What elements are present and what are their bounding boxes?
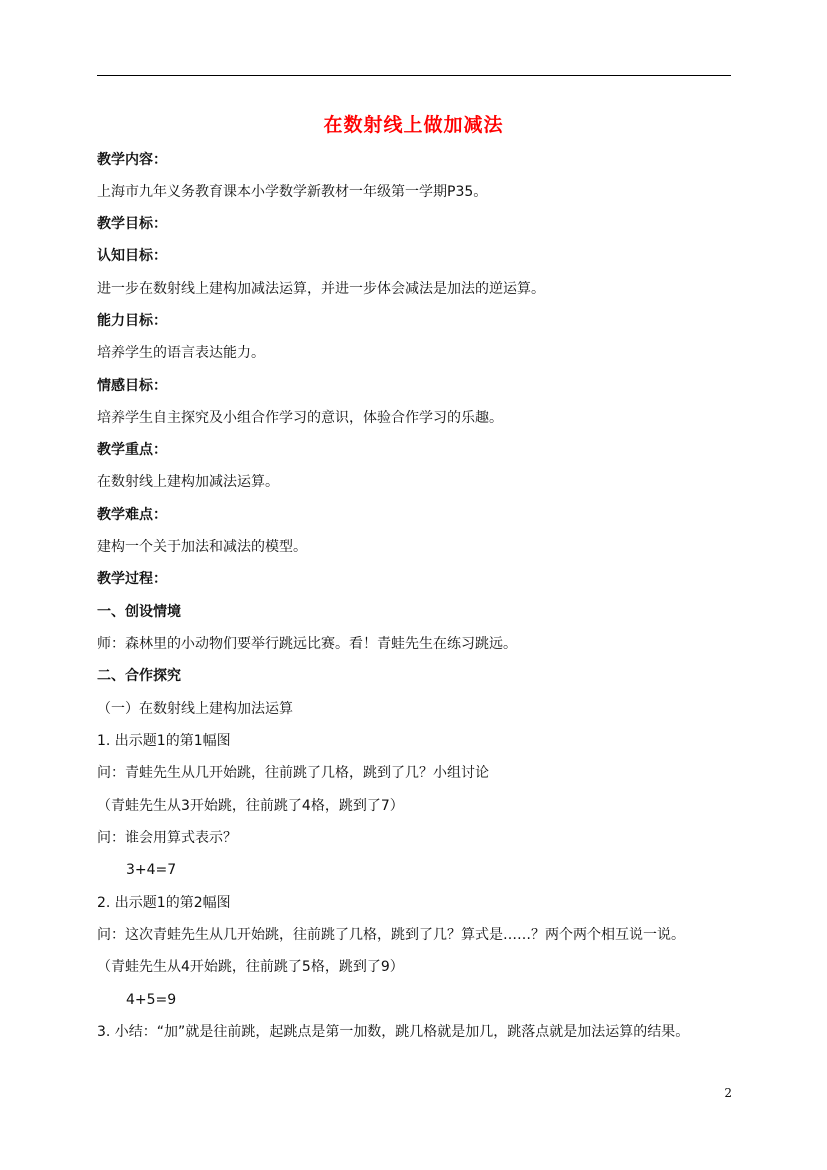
body-line: 4+5=9 xyxy=(126,992,177,1008)
body-line: 建构一个关于加法和减法的模型。 xyxy=(97,539,307,555)
body-line: 上海市九年义务教育课本小学数学新教材一年级第一学期P35。 xyxy=(97,184,488,200)
body-line: 师：森林里的小动物们要举行跳远比赛。看！青蛙先生在练习跳远。 xyxy=(97,636,517,652)
section-heading: 教学内容： xyxy=(97,152,167,168)
body-line: 培养学生的语言表达能力。 xyxy=(97,345,265,361)
section-heading: 一、创设情境 xyxy=(97,604,181,620)
body-line: （青蛙先生从3开始跳，往前跳了4格，跳到了7） xyxy=(97,798,404,814)
page-number: 2 xyxy=(724,1086,732,1100)
section-heading: 教学目标： xyxy=(97,216,167,232)
document-title: 在数射线上做加减法 xyxy=(323,114,504,136)
body-line: 2. 出示题1的第2幅图 xyxy=(97,895,231,911)
body-line: 在数射线上建构加减法运算。 xyxy=(97,474,279,490)
section-heading: 认知目标： xyxy=(97,248,167,264)
body-line: 3. 小结：“加”就是往前跳，起跳点是第一加数，跳几格就是加几，跳落点就是加法运算的结果。 xyxy=(97,1024,690,1040)
section-heading: 教学过程： xyxy=(97,571,167,587)
body-line: （一）在数射线上建构加法运算 xyxy=(97,701,293,717)
section-heading: 教学重点： xyxy=(97,442,167,458)
section-heading: 能力目标： xyxy=(97,313,167,329)
section-heading: 情感目标： xyxy=(97,378,167,394)
section-heading: 二、合作探究 xyxy=(97,668,181,684)
body-line: 1. 出示题1的第1幅图 xyxy=(97,733,231,749)
body-line: 问：青蛙先生从几开始跳，往前跳了几格，跳到了几？小组讨论 xyxy=(97,765,489,781)
body-line: 问：谁会用算式表示？ xyxy=(97,830,237,846)
body-line: 3+4=7 xyxy=(126,862,177,878)
body-line: 进一步在数射线上建构加减法运算，并进一步体会减法是加法的逆运算。 xyxy=(97,281,545,297)
body-line: 培养学生自主探究及小组合作学习的意识，体验合作学习的乐趣。 xyxy=(97,410,503,426)
body-line: 问：这次青蛙先生从几开始跳，往前跳了几格，跳到了几？算式是……？两个两个相互说一说。 xyxy=(97,927,685,943)
section-heading: 教学难点： xyxy=(97,507,167,523)
body-line: （青蛙先生从4开始跳，往前跳了5格，跳到了9） xyxy=(97,959,404,975)
